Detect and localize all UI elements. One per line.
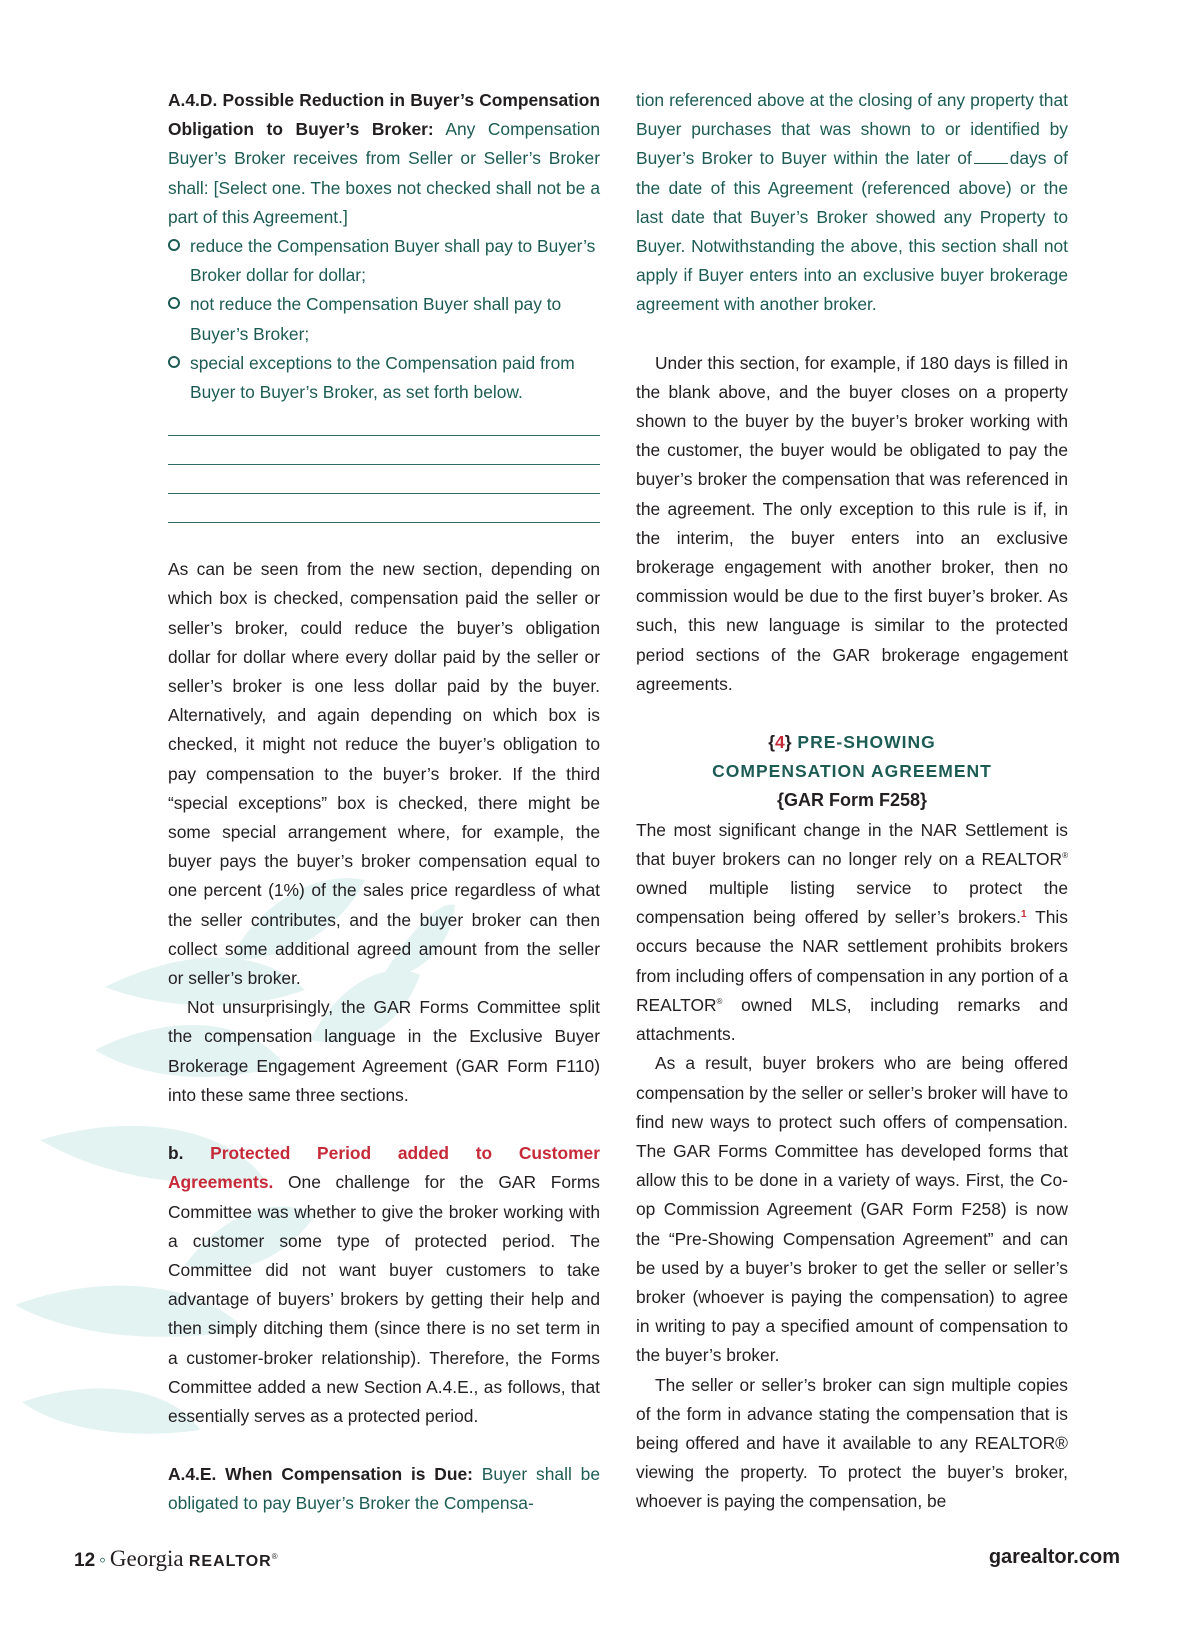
section-b-body: One challenge for the GAR Forms Committee was whether to give the broker working with a customer some type of protected period. The Committee did not want buyer customers to take advantage of buyers’ brokers by getting their help and then simply ditching them (since there is no set term in a customer-broker relationship). Therefore, the Forms Committee added a new Section A.4.E., as follows, that essentially serves as a protected period. — [168, 1172, 600, 1426]
option-circle-icon — [168, 297, 180, 309]
body-paragraph: Not unsurprisingly, the GAR Forms Committee split the compensation language in the Exclusive Buyer Brokerage Engagement Agreement (GAR Form F110) into these same three sections. — [168, 997, 600, 1105]
spacer — [636, 320, 1068, 349]
option-text: not reduce the Compensation Buyer shall pay to Buyer’s Broker; — [190, 294, 562, 344]
page-number: 12 — [74, 1550, 96, 1571]
a4d-body: Any Compensation Buyer’s Broker receives from Seller or Seller’s Broker shall: [Select one. The boxes not checked shall not be a part of this Agreement.] — [168, 119, 601, 227]
a4e-continuation-part1: tion referenced above at the closing of any property that Buyer purchases that was shown to or identified by Buyer’s Broker to Buyer within the later of — [636, 90, 1068, 169]
registered-mark: ® — [1062, 850, 1068, 860]
heading-form-name: {GAR Form F258} — [776, 790, 928, 811]
heading-line-1 — [636, 728, 1068, 757]
registered-mark: ® — [716, 996, 723, 1006]
option-reduce-dollar-for-dollar — [168, 232, 600, 290]
para-text: owned MLS, including remarks and attachments. — [636, 994, 1068, 1045]
body-paragraph: As a result, buyer brokers who are being offered compensation by the seller or seller’s broker will have to find new ways to protect such offers of compensation. The GAR Forms Committee has developed forms that allow this to be done in a variety of ways. First, the Co-op Commission Agreement (GAR Form F258) is now the “Pre-Showing Compensation Agreement” and can be used by a buyer’s broker to get the seller or seller’s broker (whoever is paying the compensation) to agree in writing to pay a specified amount of compensation to the buyer’s broker. — [636, 1053, 1068, 1366]
body-paragraph: Under this section, for example, if 180 days is filled in the blank above, and the buyer closes on a property shown to the buyer by the buyer’s broker working with the customer, the buyer would be obligated to pay the buyer’s broker the compensation that was referenced in the agreement. The only exception to this rule is if, in the interim, the buyer enters into an exclusive brokerage engagement with another broker, then no commission would be due to the first buyer’s broker. As such, this new language is similar to the protected period sections of the GAR brokerage engagement agreements. — [636, 352, 1068, 694]
option-not-reduce — [168, 290, 600, 348]
days-blank — [974, 147, 1008, 164]
magazine-name-georgia: Georgia — [109, 1546, 184, 1571]
footer-website[interactable]: garealtor.com — [988, 1546, 1120, 1568]
a4e-continuation-part2: days of the date of this Agreement (referenced above) or the last date that Buyer’s Broker showed any Property to Buyer. Notwithstanding the above, this section shall not apply if Buyer enters into an exclusive buyer brokerage agreement with another broker. — [636, 148, 1068, 315]
a4e-title: A.4.E. When Compensation is Due: — [168, 1464, 473, 1485]
para-text: viewing the property. To protect the buyer’s broker, whoever is paying the compensation, be — [636, 1462, 1068, 1512]
blank-line — [168, 465, 600, 494]
heading-line-2: COMPENSATION AGREEMENT — [712, 761, 992, 782]
option-text: special exceptions to the Compensation paid from Buyer to Buyer’s Broker, as set forth below. — [190, 352, 575, 403]
right-column — [636, 86, 1068, 1517]
heading-brace-close: } — [784, 732, 792, 753]
registered-mark: ® — [271, 1552, 278, 1561]
a4e-continuation — [636, 86, 1068, 320]
section-heading — [636, 728, 1068, 816]
heading-title-1: PRE-SHOWING — [797, 732, 936, 753]
spacer — [636, 699, 1068, 728]
blank-line — [168, 407, 600, 436]
option-circle-icon — [168, 356, 180, 368]
left-column — [168, 86, 600, 1519]
heading-brace-open: { — [768, 732, 775, 753]
body-paragraph — [636, 816, 1068, 1050]
footer-separator: ◦ — [99, 1550, 106, 1571]
para-text: The seller or seller’s broker can sign multiple copies of the form in advance stating the compensation that is being offered and have it available to any REALTOR — [636, 1374, 1068, 1453]
registered-mark: ® — [1055, 1432, 1068, 1453]
body-paragraph: As can be seen from the new section, depending on which box is checked, compensation paid the seller or seller’s broker, could reduce the buyer’s obligation dollar for dollar where every dollar paid by the seller or seller’s broker is one less dollar paid by the buyer. Alternatively, and again depending on which box is checked, it might not reduce the buyer’s obligation to pay compensation to the buyer’s broker. If the third “special exceptions” box is checked, there might be some special arrangement where, for example, the buyer pays the buyer’s broker compensation equal to one percent (1%) of the sales price regardless of what the seller contributes, and the buyer broker can then collect some additional agreed amount from the seller or seller’s broker. — [168, 559, 600, 989]
section-b-label: b. — [168, 1143, 184, 1164]
section-b-title: Protected Period added to Customer Agreements. — [168, 1143, 600, 1193]
blank-line — [168, 494, 600, 523]
para-text: This occurs because the NAR settlement prohibits brokers from including offers of compensation in any portion of a REALTOR — [636, 907, 1068, 1015]
para-text: The most significant change in the NAR Settlement is that buyer brokers can no longer rely on a REALTOR — [636, 819, 1068, 869]
a4e-body: Buyer shall be obligated to pay Buyer’s Broker the Compensa- — [168, 1464, 600, 1514]
footer-publication — [74, 1546, 278, 1572]
a4d-code: A.4.D. — [168, 90, 218, 110]
blank-line — [168, 436, 600, 465]
footnote-marker: 1 — [1020, 909, 1027, 921]
magazine-name-realtor: REALTOR — [188, 1553, 272, 1570]
spacer — [168, 1110, 600, 1139]
body-paragraph — [636, 1371, 1068, 1517]
option-circle-icon — [168, 239, 180, 251]
option-text: reduce the Compensation Buyer shall pay to Buyer’s Broker dollar for dollar; — [190, 236, 596, 286]
section-b — [168, 1139, 600, 1431]
section-a4e — [168, 1460, 600, 1518]
a4d-title: Possible Reduction in Buyer’s Compensation Obligation to Buyer’s Broker: — [168, 90, 600, 140]
section-a4d — [168, 86, 600, 232]
spacer — [168, 523, 600, 555]
para-text: owned multiple listing service to protect the compensation being offered by seller’s brokers. — [636, 878, 1068, 928]
heading-number: 4 — [775, 732, 785, 753]
option-special-exceptions — [168, 349, 600, 407]
spacer — [168, 1431, 600, 1460]
